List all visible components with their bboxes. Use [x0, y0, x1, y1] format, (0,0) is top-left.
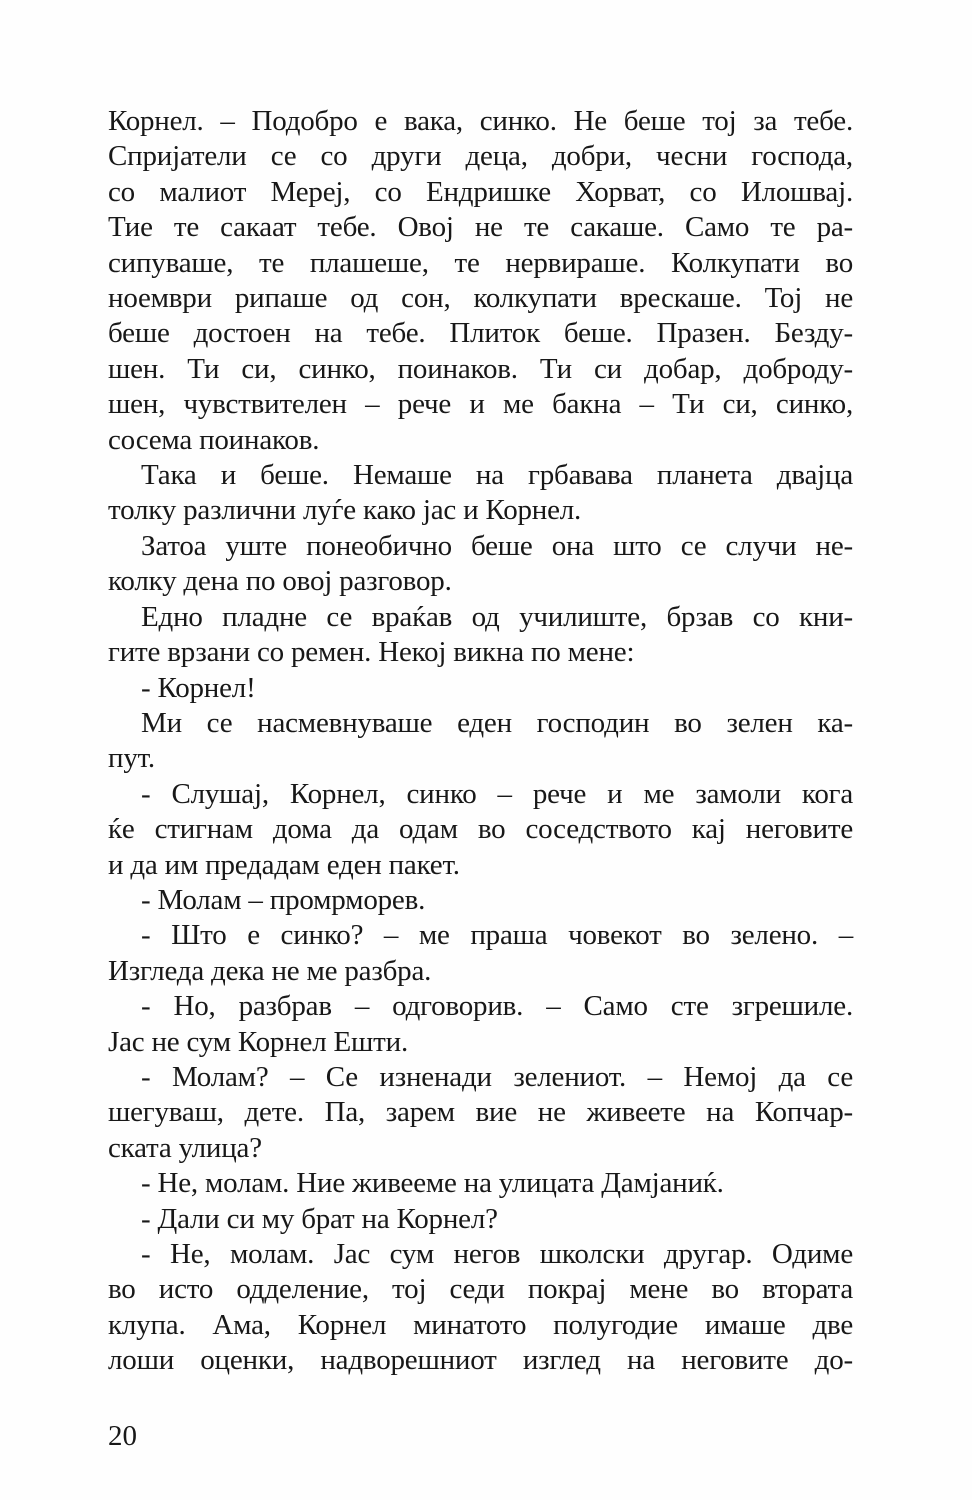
- text-line: шен, чувствителен – рече и ме бакна – Ти си, синко,: [108, 388, 853, 421]
- text-line: - Молам – промрморев.: [141, 883, 426, 916]
- text-line: со малиот Мереј, со Ендришке Хорват, со Илошвај.: [108, 175, 853, 208]
- text-line: Затоа уште понеобично беше она што се случи не-: [141, 529, 853, 562]
- text-line: ската улица?: [108, 1131, 262, 1164]
- text-line: ќе стигнам дома да одам во соседството кај неговите: [108, 813, 853, 846]
- text-line: - Што е синко? – ме праша човекот во зелено. –: [141, 919, 853, 952]
- text-line: Изгледа дека не ме разбра.: [108, 954, 432, 987]
- text-line: лоши оценки, надворешниот изглед на неговите до-: [108, 1344, 853, 1377]
- text-line: клупа. Ама, Корнел минатото полугодие имаше две: [108, 1308, 853, 1341]
- text-line: - Молам? – Се изненади зелениот. – Немој да се: [141, 1060, 853, 1093]
- text-line: шегуваш, дете. Па, зарем вие не живеете на Копчар-: [108, 1096, 853, 1129]
- text-line: - Слушај, Корнел, синко – рече и ме замоли кога: [141, 777, 853, 810]
- text-line: Едно пладне се враќав од училиште, брзав со кни-: [141, 600, 853, 633]
- text-line: - Корнел!: [141, 671, 256, 704]
- text-line: шен. Ти си, синко, поинаков. Ти си добар, доброду-: [108, 352, 853, 385]
- text-line: - Но, разбрав – одговорив. – Само сте згрешиле.: [141, 990, 853, 1023]
- text-line: Така и беше. Немаше на грбавава планета двајца: [141, 459, 853, 492]
- text-line: сипуваше, те плашеше, те нервираше. Колкупати во: [108, 246, 853, 279]
- text-line: Корнел. – Подобро е вака, синко. Не беше тој за тебе.: [108, 105, 853, 137]
- text-line: - Не, молам. Ние живееме на улицата Дамјаниќ.: [141, 1167, 724, 1200]
- text-line: Јас не сум Корнел Ешти.: [108, 1025, 409, 1058]
- text-line: толку различни луѓе како јас и Корнел.: [108, 494, 582, 527]
- text-line: гите врзани со ремен. Некој викна по мене:: [108, 636, 635, 669]
- text-line: Тие те сакаат тебе. Овој не те сакаше. Само те ра-: [108, 211, 853, 244]
- text-line: пут.: [108, 742, 155, 775]
- text-line: Ми се насмевнуваше еден господин во зелен ка-: [141, 706, 853, 739]
- text-line: - Не, молам. Јас сум негов школски другар. Одиме: [141, 1238, 853, 1270]
- page-number: 20: [108, 1420, 137, 1452]
- text-line: Спријатели се со други деца, добри, чесни господа,: [108, 140, 853, 173]
- text-line: сосема поинаков.: [108, 423, 320, 456]
- text-line: и да им предадам еден пакет.: [108, 848, 460, 881]
- text-line: беше достоен на тебе. Плиток беше. Празен. Безду-: [108, 317, 853, 350]
- text-line: колку дена по овој разговор.: [108, 565, 452, 598]
- text-block: [108, 104, 853, 1379]
- text-line: - Дали си му брат на Корнел?: [141, 1202, 498, 1235]
- text-line: ноември рипаше од сон, колкупати врескаше. Тој не: [108, 282, 853, 315]
- text-line: во исто одделение, тој седи покрај мене во втората: [108, 1273, 853, 1306]
